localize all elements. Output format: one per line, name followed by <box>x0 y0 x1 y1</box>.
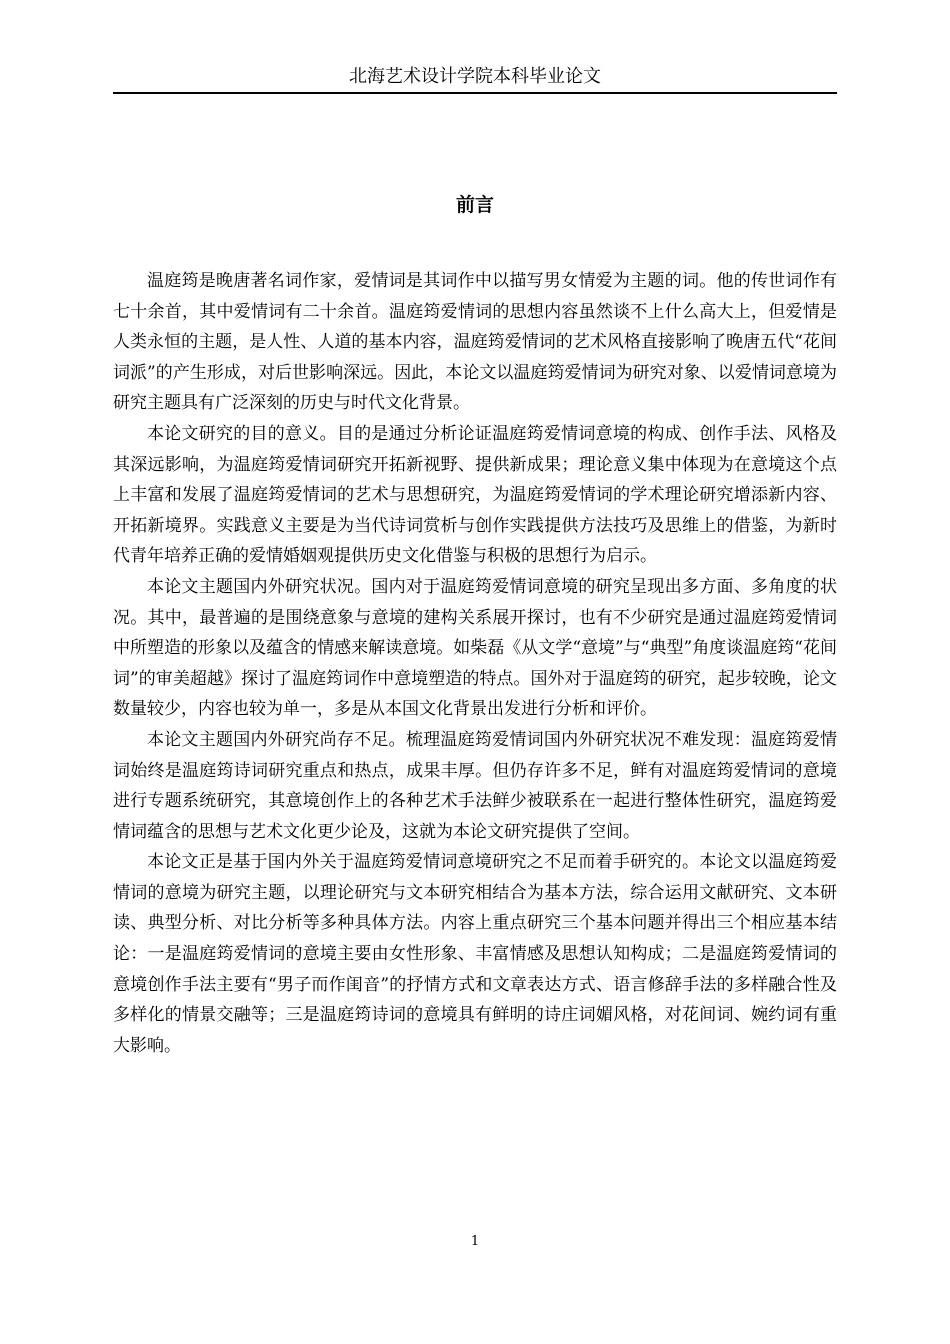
body-text <box>113 266 837 1061</box>
page-number: 1 <box>470 1234 480 1249</box>
paragraph-background: 温庭筠是晚唐著名词作家，爱情词是其词作中以描写男女情爱为主题的词。他的传世词作有七十余首，其中爱情词有二十余首。温庭筠爱情词的思想内容虽然谈不上什么高大上，但爱情是人类永恒的主题，是人性、人道的基本内容，温庭筠爱情词的艺术风格直接影响了晚唐五代“花间词派”的产生形成，对后世影响深远。因此，本论文以温庭筠爱情词为研究对象、以爱情词意境为研究主题具有广泛深刻的历史与时代文化背景。 <box>113 271 837 414</box>
paragraph-methods-conclusions: 本论文正是基于国内外关于温庭筠爱情词意境研究之不足而着手研究的。本论文以温庭筠爱情词的意境为研究主题，以理论研究与文本研究相结合为基本方法，综合运用文献研究、文本研读、典型分析、对比分析等多种具体方法。内容上重点研究三个基本问题并得出三个相应基本结论：一是温庭筠爱情词的意境主要由女性形象、丰富情感及思想认知构成；二是温庭筠爱情词的意境创作手法主要有“男子而作闺音”的抒情方式和文章表达方式、语言修辞手法的多样融合性及多样化的情景交融等；三是温庭筠诗词的意境具有鲜明的诗庄词媚风格，对花间词、婉约词有重大影响。 <box>113 852 837 1056</box>
paragraph-research-gaps: 本论文主题国内外研究尚存不足。梳理温庭筠爱情词国内外研究状况不难发现：温庭筠爱情词始终是温庭筠诗词研究重点和热点，成果丰厚。但仍存许多不足，鲜有对温庭筠爱情词的意境进行专题系统研究，其意境创作上的各种艺术手法鲜少被联系在一起进行整体性研究，温庭筠爱情词蕴含的思想与艺术文化更少论及，这就为本论文研究提供了空间。 <box>113 729 837 842</box>
paragraph-purpose: 本论文研究的目的意义。目的是通过分析论证温庭筠爱情词意境的构成、创作手法、风格及其深远影响，为温庭筠爱情词研究开拓新视野、提供新成果；理论意义集中体现为在意境这个点上丰富和发展了温庭筠爱情词的艺术与思想研究，为温庭筠爱情词的学术理论研究增添新内容、开拓新境界。实践意义主要是为当代诗词赏析与创作实践提供方法技巧及思维上的借鉴，为新时代青年培养正确的爱情婚姻观提供历史文化借鉴与积极的思想行为启示。 <box>113 423 837 567</box>
paragraph-research-status: 本论文主题国内外研究状况。国内对于温庭筠爱情词意境的研究呈现出多方面、多角度的状况。其中，最普遍的是围绕意象与意境的建构关系展开探讨，也有不少研究是通过温庭筠爱情词中所塑造的形象以及蕴含的情感来解读意境。如柴磊《从文学“意境”与“典型”角度谈温庭筠“花间词”的审美超越》探讨了温庭筠词作中意境塑造的特点。国外对于温庭筠的研究，起步较晚，论文数量较少，内容也较为单一，多是从本国文化背景出发进行分析和评价。 <box>113 576 837 720</box>
section-title: 前言 <box>455 194 494 216</box>
running-header: 北海艺术设计学院本科毕业论文 <box>113 62 837 94</box>
